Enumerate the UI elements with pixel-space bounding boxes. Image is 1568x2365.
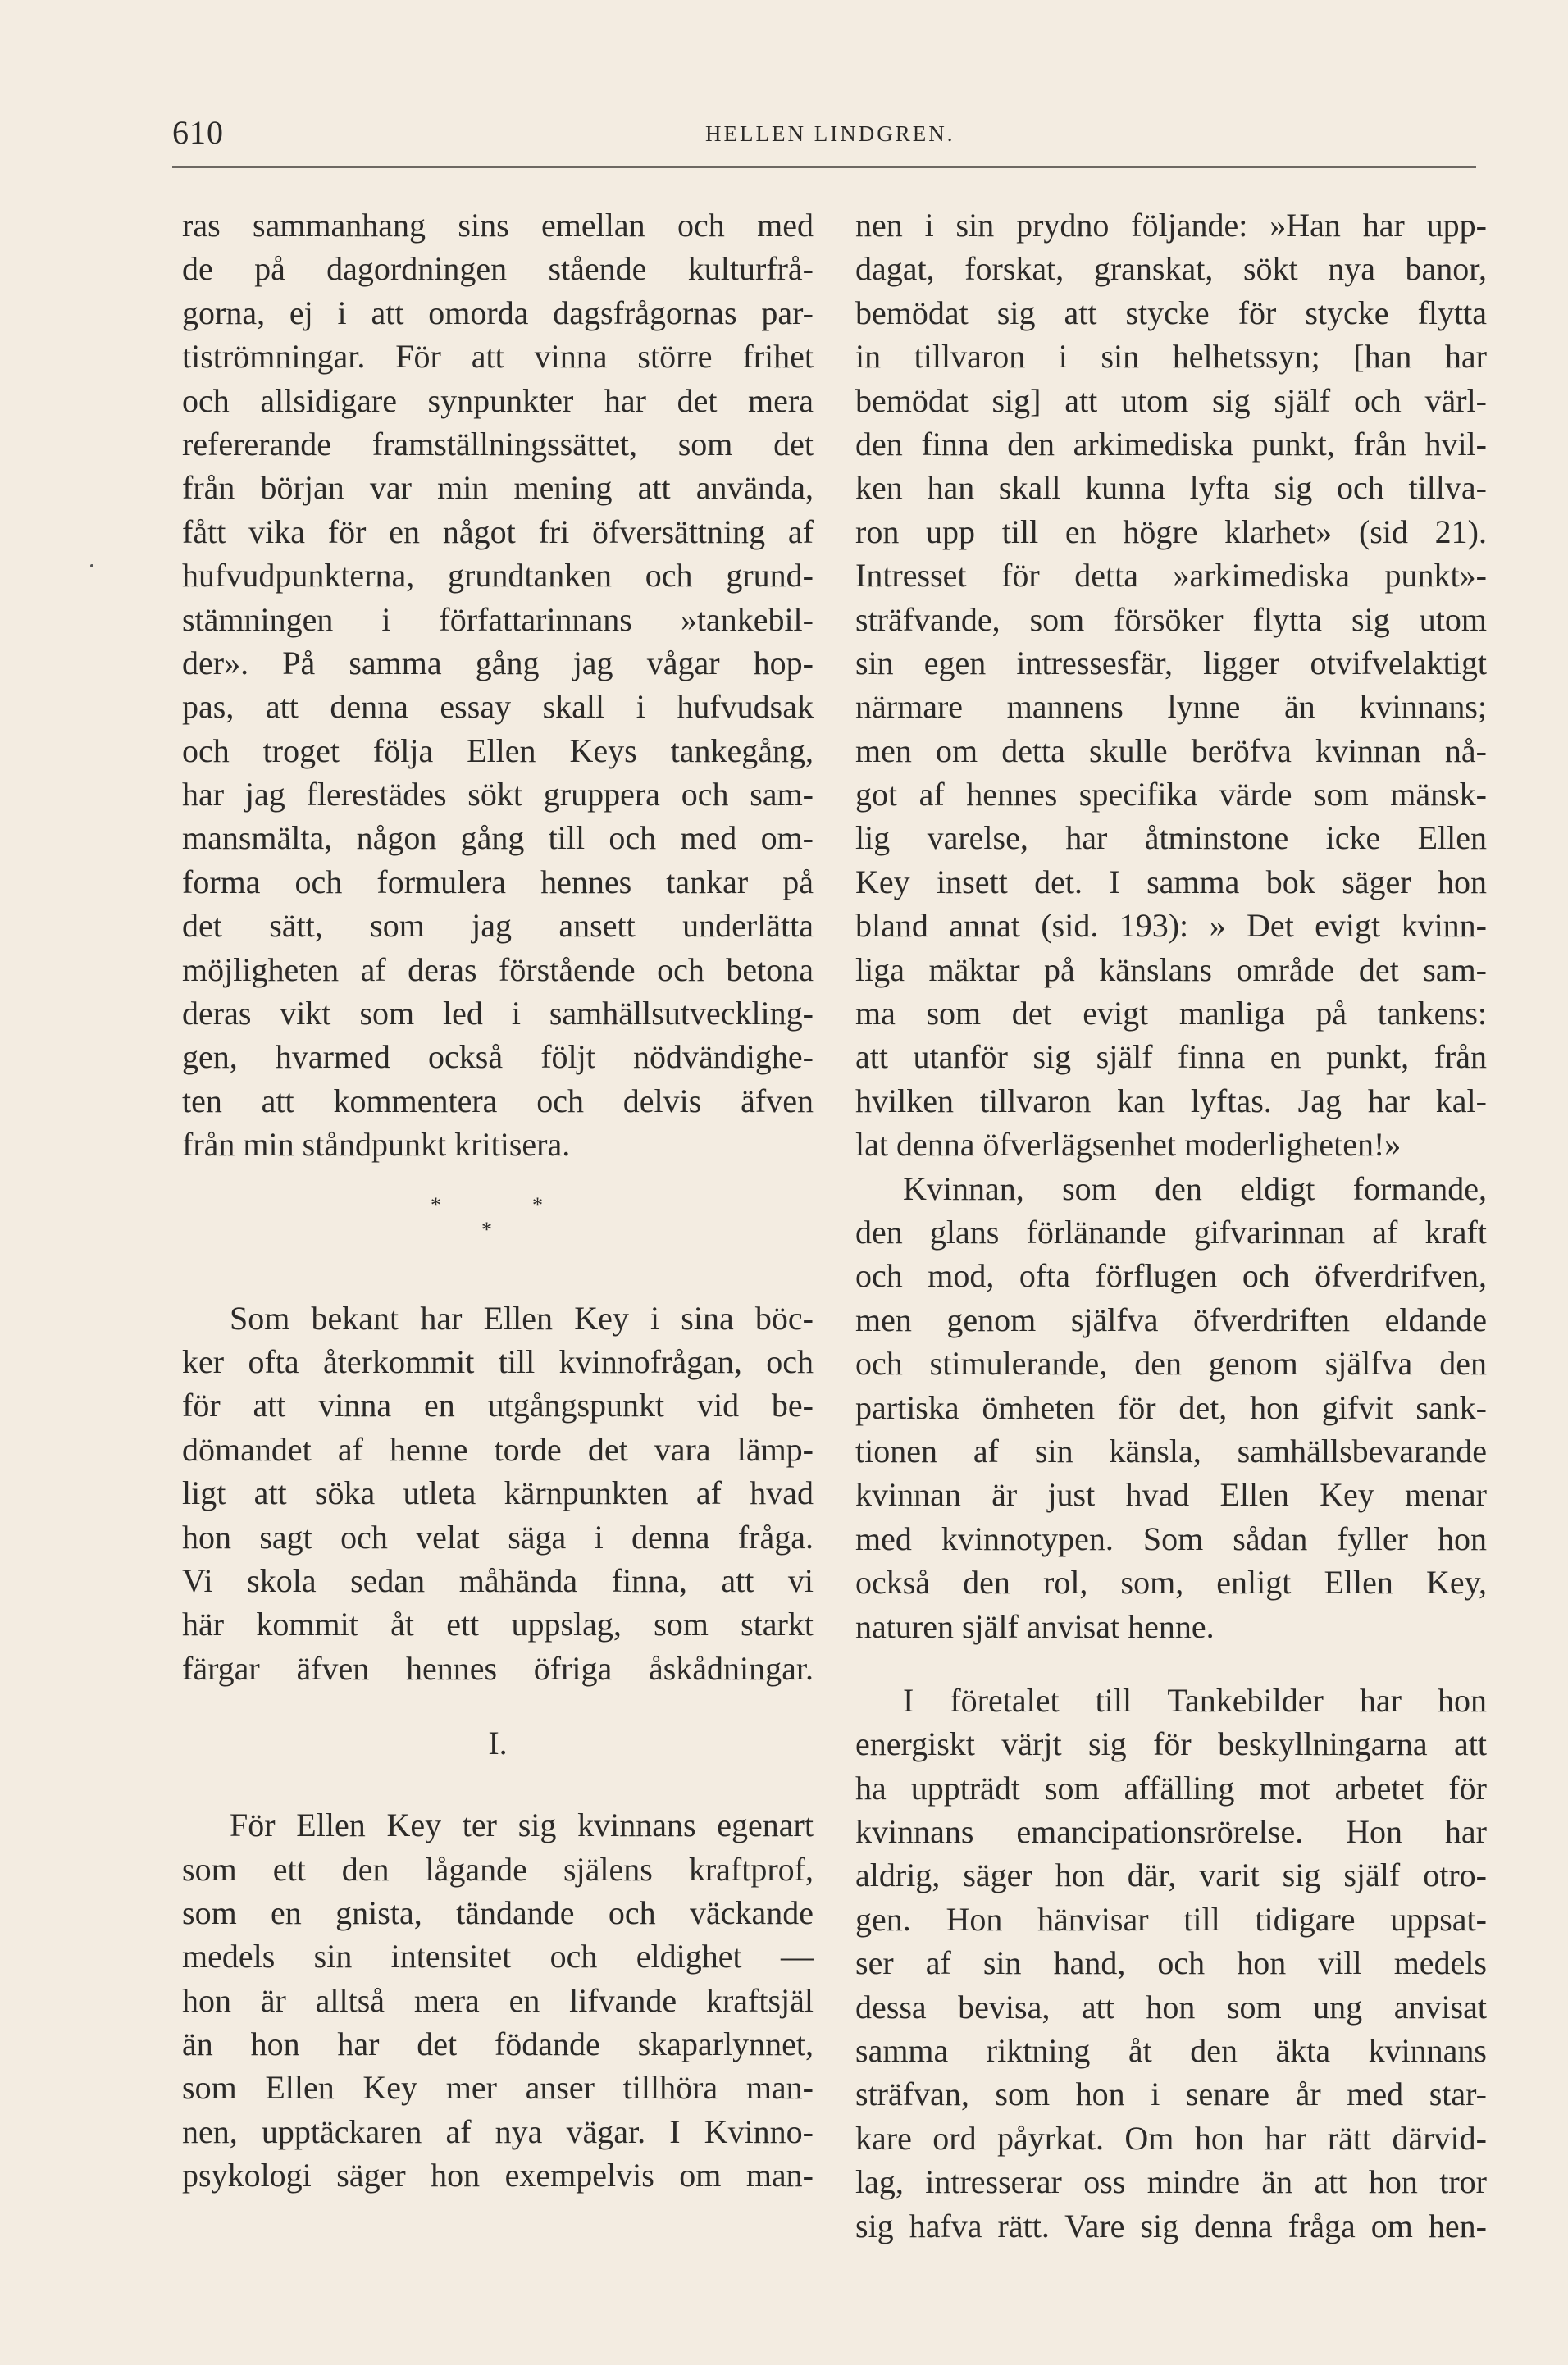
text-line: ker ofta återkommit till kvinnofrågan, och	[182, 1342, 814, 1380]
text-line: Key insett det. I samma bok säger hon	[855, 863, 1487, 900]
text-line: möjligheten af deras förstående och betona	[182, 950, 814, 988]
text-line: Vi skola sedan måhända finna, att vi	[182, 1561, 814, 1599]
text-line: partiska ömheten för det, hon gifvit sank-	[855, 1388, 1487, 1426]
text-line: för att vinna en utgångspunkt vid be-	[182, 1387, 814, 1424]
text-line: hvilken tillvaron kan lyftas. Jag har kal-	[855, 1082, 1487, 1119]
text-line: gen, hvarmed också följt nödvändighe-	[182, 1038, 814, 1076]
right-paragraph-2	[855, 1167, 1487, 1648]
text-line: gorna, ej i att omorda dagsfrågornas par-	[182, 294, 814, 331]
text-line: forma och formulera hennes tankar på	[182, 863, 814, 900]
text-line: och stimulerande, den genom själfva den	[855, 1345, 1487, 1383]
text-line: ron upp till en högre klarhet» (sid 21).	[855, 513, 1487, 550]
text-line: från min ståndpunkt kritisera.	[182, 1126, 571, 1164]
text-line: sträfvan, som hon i senare år med star-	[855, 2076, 1487, 2113]
text-line: ras sammanhang sins emellan och med	[182, 207, 814, 244]
text-line: de på dagordningen stående kulturfrå-	[182, 250, 814, 288]
text-line: naturen själf anvisat henne.	[855, 1607, 1215, 1645]
asterism	[182, 1167, 814, 1296]
text-line: sträfvande, som försöker flytta sig utom	[855, 600, 1487, 638]
text-line: den finna den arkimediska punkt, från hvil-	[855, 425, 1487, 463]
text-line: tiströmningar. För att vinna större frihet	[182, 338, 814, 376]
text-line: der». På samma gång jag vågar hop-	[182, 644, 814, 681]
text-line: aldrig, säger hon där, varit sig själf otro-	[855, 1857, 1487, 1894]
text-line: närmare mannens lynne än kvinnans;	[855, 688, 1487, 726]
text-line: bemödat sig] att utom sig själf och värl-	[855, 381, 1487, 419]
paragraph-gap	[855, 1648, 1487, 1679]
text-line: sin egen intressesfär, ligger otvifvelaktigt	[855, 644, 1487, 681]
text-line: ha uppträdt som affälling mot arbetet för	[855, 1769, 1487, 1807]
text-line: som Ellen Key mer anser tillhöra man-	[182, 2069, 814, 2107]
text-line: hon är alltså mera en lifvande kraftsjäl	[182, 1981, 814, 2019]
text-line: gen. Hon hänvisar till tidigare uppsat-	[855, 1900, 1487, 1938]
text-line: och mod, ofta förflugen och öfverdrifven,	[855, 1257, 1487, 1295]
text-line: kvinnan är just hvad Ellen Key menar	[855, 1476, 1487, 1514]
text-line: in tillvaron i sin helhetssyn; [han har	[855, 338, 1487, 376]
text-line: mansmälta, någon gång till och med om-	[182, 819, 814, 857]
text-line: här kommit åt ett uppslag, som starkt	[182, 1606, 814, 1643]
text-line: med kvinnotypen. Som sådan fyller hon	[855, 1520, 1487, 1557]
text-line: lat denna öfverlägsenhet moderligheten!»	[855, 1126, 1402, 1164]
left-paragraph-1	[182, 203, 814, 1167]
running-title: HELLEN LINDGREN.	[705, 121, 955, 146]
text-line: bemödat sig att stycke för stycke flytta	[855, 294, 1487, 331]
text-line: dömandet af henne torde det vara lämp-	[182, 1430, 814, 1468]
text-line: som en gnista, tändande och väckande	[182, 1893, 814, 1931]
text-line: också den rol, som, enligt Ellen Key,	[855, 1564, 1487, 1602]
text-line: kare ord påyrkat. Om hon har rätt därvid-	[855, 2119, 1487, 2157]
text-line: bland annat (sid. 193): » Det evigt kvinn-	[855, 907, 1487, 945]
asterisk: *	[481, 1217, 492, 1242]
text-line: men genom själfva öfverdriften eldande	[855, 1301, 1487, 1338]
text-line: nen, upptäckaren af nya vägar. I Kvinno-	[182, 2112, 814, 2150]
left-column	[182, 203, 814, 2198]
text-line: stämningen i författarinnans »tankebil-	[182, 600, 814, 638]
text-line: I företalet till Tankebilder har hon	[903, 1681, 1487, 1719]
text-line: den glans förlänande gifvarinnan af kraft	[855, 1213, 1487, 1251]
text-line: ten att kommentera och delvis äfven	[182, 1082, 814, 1119]
text-line: liga mäktar på känslans område det sam-	[855, 950, 1487, 988]
text-line: energiskt värjt sig för beskyllningarna att	[855, 1725, 1487, 1763]
text-line: men om detta skulle beröfva kvinnan nå-	[855, 731, 1487, 769]
margin-dot	[90, 564, 93, 567]
text-line: refererande framställningssättet, som det	[182, 425, 814, 463]
text-line: got af hennes specifika värde som mänsk-	[855, 776, 1487, 813]
right-column	[855, 203, 1487, 2248]
asterisk: *	[532, 1192, 543, 1217]
text-line: än hon har det födande skaparlynnet,	[182, 2026, 814, 2063]
text-line: från början var min mening att använda,	[182, 469, 814, 507]
page-number: 610	[172, 114, 224, 151]
text-line: och troget följa Ellen Keys tankegång,	[182, 731, 814, 769]
left-paragraph-3	[182, 1803, 814, 2198]
header-rule	[172, 166, 1476, 168]
text-line: har jag flerestädes sökt gruppera och sam-	[182, 776, 814, 813]
text-line: medels sin intensitet och eldighet —	[182, 1938, 814, 1975]
text-line: Kvinnan, som den eldigt formande,	[903, 1169, 1487, 1207]
text-line: dagat, forskat, granskat, sökt nya banor,	[855, 250, 1487, 288]
text-line: hon sagt och velat säga i denna fråga.	[182, 1518, 814, 1556]
text-line: och allsidigare synpunkter har det mera	[182, 381, 814, 419]
text-line: ser af sin hand, och hon vill medels	[855, 1944, 1487, 1982]
text-line: lag, intresserar oss mindre än att hon tror	[855, 2163, 1487, 2201]
text-line: dessa bevisa, att hon som ung anvisat	[855, 1988, 1487, 2026]
text-line: Intresset för detta »arkimediska punkt»-	[855, 557, 1487, 595]
right-paragraph-3	[855, 1679, 1487, 2248]
text-line: fått vika för en något fri öfversättning af	[182, 513, 814, 550]
section-heading: I.	[488, 1725, 508, 1762]
text-line: tionen af sin känsla, samhällsbevarande	[855, 1432, 1487, 1470]
text-line: psykologi säger hon exempelvis om man-	[182, 2157, 814, 2194]
text-line: nen i sin prydno följande: »Han har upp-	[855, 207, 1487, 244]
right-paragraph-1	[855, 203, 1487, 1167]
text-line: ken han skall kunna lyfta sig och tillva-	[855, 469, 1487, 507]
text-line: lig varelse, har åtminstone icke Ellen	[855, 819, 1487, 857]
text-line: Som bekant har Ellen Key i sina böc-	[230, 1299, 814, 1337]
text-line: att utanför sig själf finna en punkt, från	[855, 1038, 1487, 1076]
running-head	[172, 113, 1476, 162]
text-line: För Ellen Key ter sig kvinnans egenart	[230, 1807, 814, 1844]
text-line: färgar äfven hennes öfriga åskådningar.	[182, 1649, 814, 1687]
text-line: det sätt, som jag ansett underlätta	[182, 907, 814, 945]
asterisk: *	[431, 1192, 441, 1217]
text-line: deras vikt som led i samhällsutveckling-	[182, 995, 814, 1032]
text-line: sig hafva rätt. Vare sig denna fråga om hen-	[855, 2207, 1487, 2244]
text-line: som ett den lågande själens kraftprof,	[182, 1850, 814, 1888]
text-line: ma som det evigt manliga på tankens:	[855, 995, 1487, 1032]
text-line: hufvudpunkterna, grundtanken och grund-	[182, 557, 814, 595]
text-line: kvinnans emancipationsrörelse. Hon har	[855, 1813, 1487, 1851]
text-line: samma riktning åt den äkta kvinnans	[855, 2032, 1487, 2070]
left-paragraph-2	[182, 1296, 814, 1691]
text-line: pas, att denna essay skall i hufvudsak	[182, 688, 814, 726]
text-line: ligt att söka utleta kärnpunkten af hvad	[182, 1474, 814, 1512]
